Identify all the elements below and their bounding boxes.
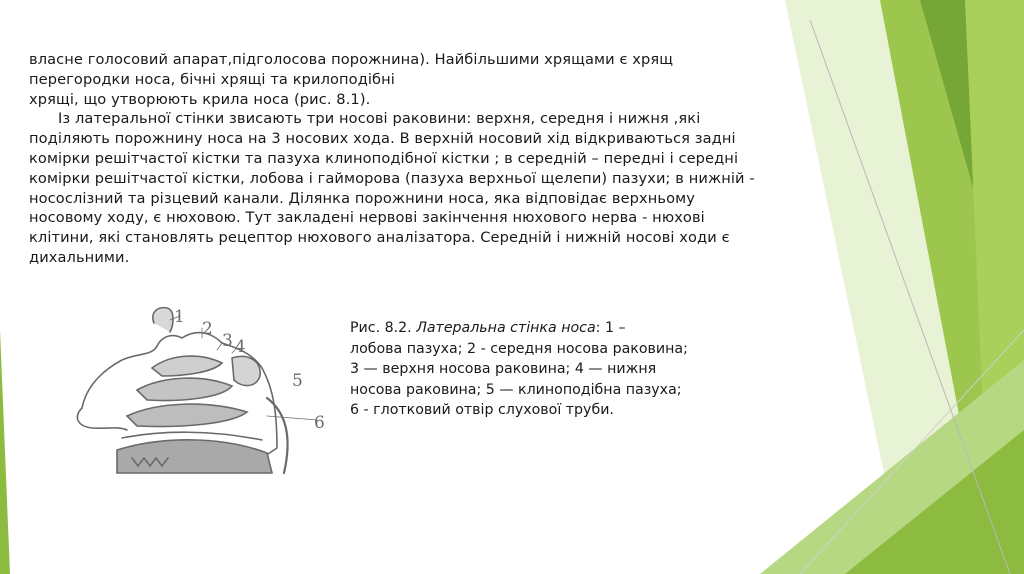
caption-line-4: носова раковина; 5 — клиноподібна пазуха; [350,381,682,398]
paragraph-2-line-2: поділяють порожнину носа на 3 носових хода. В верхній носовий хід відкриваються задні [29,130,736,148]
paragraph-2-line-1: Із латеральної стінки звисають три носові раковини: верхня, середня і нижня ,які [58,110,701,128]
superior-concha [152,356,222,376]
nasal-wall-figure [62,298,332,478]
paragraph-1 [29,50,829,109]
sphenoid-sinus [232,356,260,385]
paragraph-2-line-4: комірки решітчастої кістки, лобова і гайморова (пазуха верхньої щелепи) пазухи; в нижній - [29,169,755,187]
middle-concha [137,378,232,400]
figure-label-4: 4 [235,337,246,357]
paragraph-1-line-3: хрящі, що утворюють крила носа (рис. 8.1). [29,90,371,108]
paragraph-2-line-5: носослізний та різцевий канали. Ділянка порожнини носа, яка відповідає верхньому [29,189,695,207]
figure-label-2: 2 [202,319,213,339]
paragraph-2-line-8: дихальними. [29,248,130,266]
oral-arch [117,440,272,473]
paragraph-2-line-6: носовому ходу, є нюховою. Тут закладені нервові закінчення нюхового нерва - нюхові [29,209,705,227]
green-bar-left [0,330,10,574]
figure-label-3: 3 [222,331,233,351]
caption-line-2: лобова пазуха; 2 - середня носова раковина; [350,340,688,357]
body-text [29,50,829,268]
caption-title: Латеральна стінка носа [416,320,596,336]
paragraph-2-line-7: клітини, які становлять рецептор нюхового аналізатора. Середній і нижній носові ходи є [29,229,730,247]
inferior-concha [127,404,247,426]
figure-caption [350,318,720,421]
caption-prefix: Рис. 8.2. [350,320,417,336]
figure-label-5: 5 [292,371,303,391]
hard-palate [122,432,262,440]
paragraph-2 [29,109,829,267]
nose-tip [77,408,127,430]
figure-label-1: 1 [174,307,185,327]
paragraph-1-line-2: перегородки носа, бічні хрящі та крилоподібні [29,70,395,88]
caption-line-5: 6 - глотковий отвір слухової труби. [350,402,614,419]
paragraph-2-line-3: комірки решітчастої кістки та пазуха клиноподібної кістки ; в середній – передні і середні [29,149,739,167]
figure-label-6: 6 [314,413,325,433]
label-line-6 [267,416,317,420]
caption-line-3: 3 — верхня носова раковина; 4 — нижня [350,361,657,378]
caption-line-1: : 1 – [595,320,626,336]
paragraph-1-line-1: власне голосовий апарат,підголосова порожнина). Найбільшими хрящами є хрящ [29,51,674,68]
figure-drawing [77,308,317,473]
